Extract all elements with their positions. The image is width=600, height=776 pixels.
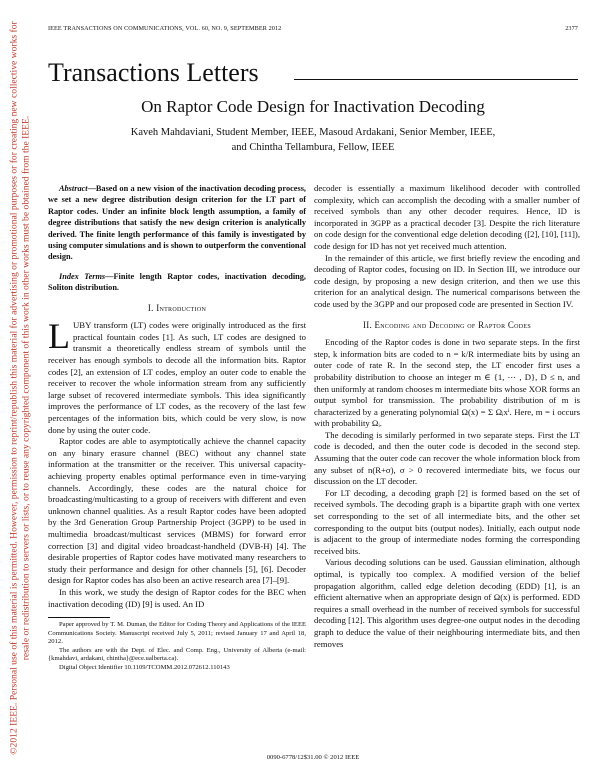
abstract <box>48 183 306 263</box>
footnote-rule <box>48 617 110 618</box>
authors-line-1: Kaveh Mahdaviani, Student Member, IEEE, Masoud Ardakani, Senior Member, IEEE, <box>130 127 496 138</box>
intro-paragraph-3: In this work, we study the design of Raptor codes for the BEC when inactivation decoding (ID) [9] is used. An ID <box>48 586 306 609</box>
left-column <box>48 183 306 673</box>
page-number: 2377 <box>565 25 578 32</box>
footnote-affiliation: The authors are with the Dept. of Elec. and Comp. Eng., University of Alberta (e-mail: {kmahdavi, ardakani, chintha}@ece.ualberta.ca). <box>48 646 306 663</box>
right-paragraph-1: decoder is essentially a maximum likelihood decoder with controlled complexity, which can accomplish the decoding with a smaller number of received symbols than any other decoder requires. Hence, ID is incorporated in 3GPP as a practical decoder [3]. Despite the rich literature on code design for the conventional edge deletion decoding ([2], [10], [11]), code design for ID has not yet received much attention. <box>314 183 580 251</box>
paper-title: On Raptor Code Design for Inactivation Decoding <box>141 97 485 116</box>
section-heading-encoding: II. Encoding and Decoding of Raptor Codes <box>363 319 531 330</box>
right-paragraph-2: In the remainder of this article, we first briefly review the encoding and decoding of Raptor codes, focusing on ID. In Section III, we introduce our code design, by proposing a new design criterion, and then we use this criterion for an analytical design. The numerical comparisons between the code used by the 3GPP and our proposed code are presented in Section IV. <box>314 252 580 309</box>
abstract-text: —Based on a new vision of the inactivation decoding process, we set a new degree distribution design criterion for the LT part of Raptor codes. Under an infinite block length assumption, a family of degree distributions that satisfy the new design criterion is analytically derived. The finite length performance of this family is investigated by using computer simulations and is shown to outperform the conventional design. <box>48 184 306 262</box>
journal-name: IEEE TRANSACTIONS ON COMMUNICATIONS, VOL. 60, NO. 9, SEPTEMBER 2012 <box>48 25 282 32</box>
index-terms-text: —Finite length Raptor codes, inactivation decoding, Soliton distribution. <box>48 271 307 293</box>
footnote-doi: Digital Object Identifier 10.1109/TCOMM.2012.072612.110143 <box>59 664 230 672</box>
right-paragraph-3: Encoding of the Raptor codes is done in two separate steps. In the first step, k information bits are coded to n = k/R intermediate bits by using an outer code of rate R. In the second step, the LT encoder first uses a probability distribution to choose an integer m ∈ {1, ⋯ , D}, D ≤ n, and then uniformly at random chooses m intermediate bits whose XOR forms an output symbol for transmission. The probability distribution of m is characterized by a generating polynomial Ω(x) = Σ Ωᵢxⁱ. Here, m = i occurs with probability Ωᵢ. <box>314 337 580 429</box>
section-title: Transactions Letters <box>48 58 259 87</box>
index-terms-label: Index Terms <box>59 271 106 281</box>
right-column <box>314 183 580 650</box>
copyright-notice: ©2012 IEEE. Personal use of this material is permitted. However, permission to reprint/republish this material for advertising or promotional purposes or for creating new collective works for resale or redistribution to servers or lists, or to reuse any copyrighted component of this work in other works must be obtained from the IEEE. <box>8 21 31 755</box>
authors-line-2: and Chintha Tellambura, Fellow, IEEE <box>231 142 395 153</box>
right-paragraph-6: Various decoding solutions can be used. Gaussian elimination, although optimal, is typically too complex. A modified version of the belief propagation algorithm, called edge deletion decoding (EDD) [1], is an efficient alternative when an appropriate design of Ω(x) is performed. EDD requires a small overhead in the number of received symbols for successful decoding [12]. This algorithm uses degree-one output nodes in the decoding graph to deduce the value of their neighbouring intermediate bits, and then removes <box>314 557 580 649</box>
section-heading-intro: I. Introduction <box>147 302 207 313</box>
drop-cap: L <box>48 316 70 357</box>
running-header <box>48 25 578 32</box>
intro-paragraph-2: Raptor codes are able to asymptotically achieve the channel capacity on any binary erasure channel (BEC) without any channel state information at the transmitter or the receiver. This universal capacity-achieving property enables optimal performance even in time-varying channels. Accordingly, these codes are the natural choice for broadcasting/multicasting to a group of receivers with different and even unknown channel qualities. As a result Raptor codes have been adopted by the 3rd Generation Group Partnership Project (3GPP) to be used in multimedia broadcast/multicast services (MBMS) for forward error correction [3] and digital video broadcast-handheld (DVB-H) [4]. The desirable properties of Raptor codes have motivated many researchers to study their performance and design for other channels [5], [6]. Decoder design for Raptor codes has also been an active research area [7]–[9]. <box>48 436 306 586</box>
right-paragraph-5: For LT decoding, a decoding graph [2] is formed based on the set of received symbols. The decoding graph is a bipartite graph with one vertex set corresponding to the set of all intermediate bits, and the other set corresponding to the output bits (output nodes). Initially, each output node is adjacent to the group of intermediate nodes forming the corresponding received bits. <box>314 487 580 556</box>
page-footer: 0090-6778/12$31.00 © 2012 IEEE <box>266 754 360 761</box>
author-list <box>48 125 578 155</box>
abstract-label: Abstract <box>59 184 88 193</box>
index-terms <box>48 271 306 294</box>
intro-paragraph-1 <box>48 316 306 436</box>
section-banner <box>48 58 578 88</box>
copyright-sidebar <box>0 0 40 776</box>
footnote-editor: Paper approved by T. M. Duman, the Editor for Coding Theory and Applications of the IEEE Communications Society. Manuscript received July 5, 2011; revised January 17 and April 18, 2012. <box>48 621 306 646</box>
title-rule <box>294 79 578 80</box>
right-paragraph-4: The decoding is similarly performed in two separate steps. First the LT code is decoded, and then the outer code is decoded in the second step. Assuming that the outer code can recover the whole information block from any subset of n(R+σ), σ > 0 recovered intermediate bits, we focus our discussion on the LT decoder. <box>314 429 580 487</box>
intro-text-1: UBY transform (LT) codes were originally introduced as the first practical fountain codes [1]. As such, LT codes are designed to transmit a theoretically endless stream of symbols until the receiver has enough symbols to decode all the information bits. Raptor codes [2], an extension of LT codes, employ an outer code to enable the receiver to recover the whole information stream from any sufficiently large subset of recovered intermediate symbols. This idea significantly improves the performance of LT codes, as the recovery of the last few percentages of the information bits, which could be very slow, is now done by using the outer code. <box>48 320 306 435</box>
